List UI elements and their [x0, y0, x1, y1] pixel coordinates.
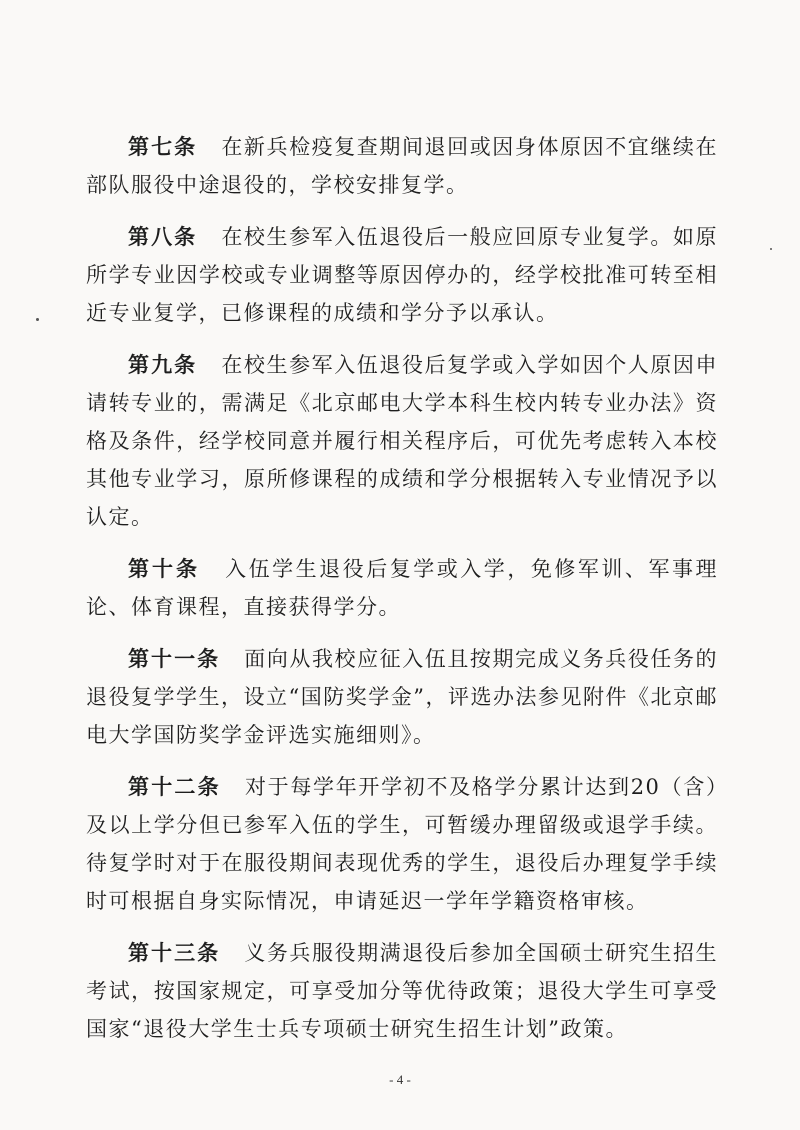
- article-13-text: 义务兵服役期满退役后参加全国硕士研究生招生考试，按国家规定，可享受加分等优待政策；退役大学生可享受国家“退役大学生士兵专项硕士研究生招生计划”政策。: [86, 941, 719, 1041]
- article-13-title: 第十三条: [128, 941, 221, 965]
- article-8-text: 在校生参军入伍退役后一般应回原专业复学。如原所学专业因学校或专业调整等原因停办的，经学校批准可转至相近专业复学，已修课程的成绩和学分予以承认。: [86, 225, 719, 325]
- article-12-text: 对于每学年开学初不及格学分累计达到20（含）及以上学分但已参军入伍的学生，可暂缓办理留级或退学手续。待复学时对于在服役期间表现优秀的学生，退役后办理复学手续时可根据自身实际情况，申请延迟一学年学籍资格审核。: [86, 775, 718, 913]
- article-11-title: 第十一条: [128, 647, 221, 671]
- article-9: [86, 346, 718, 536]
- scan-speck: [36, 318, 39, 321]
- article-12-title: 第十二条: [128, 775, 221, 799]
- article-7-text: 在新兵检疫复查期间退回或因身体原因不宜继续在部队服役中途退役的，学校安排复学。: [86, 135, 719, 197]
- scan-speck: [770, 248, 772, 250]
- article-7-title: 第七条: [128, 135, 198, 159]
- article-10: [86, 550, 718, 626]
- article-12: [86, 768, 718, 920]
- document-body: [86, 128, 718, 1062]
- article-8-title: 第八条: [128, 225, 198, 249]
- article-8: [86, 218, 718, 332]
- page-number: - 4 -: [389, 1072, 411, 1087]
- article-9-text: 在校生参军入伍退役后复学或入学如因个人原因申请转专业的，需满足《北京邮电大学本科生校内转专业办法》资格及条件，经学校同意并履行相关程序后，可优先考虑转入本校其他专业学习，原所修课程的成绩和学分根据转入专业情况予以认定。: [86, 353, 719, 529]
- article-10-title: 第十条: [128, 557, 201, 581]
- article-13: [86, 934, 718, 1048]
- article-7: [86, 128, 718, 204]
- article-9-title: 第九条: [128, 353, 198, 377]
- article-10-text: 入伍学生退役后复学或入学，免修军训、军事理论、体育课程，直接获得学分。: [86, 557, 718, 619]
- article-11: [86, 640, 718, 754]
- article-11-text: 面向从我校应征入伍且按期完成义务兵役任务的退役复学学生，设立“国防奖学金”，评选办法参见附件《北京邮电大学国防奖学金评选实施细则》。: [86, 647, 719, 747]
